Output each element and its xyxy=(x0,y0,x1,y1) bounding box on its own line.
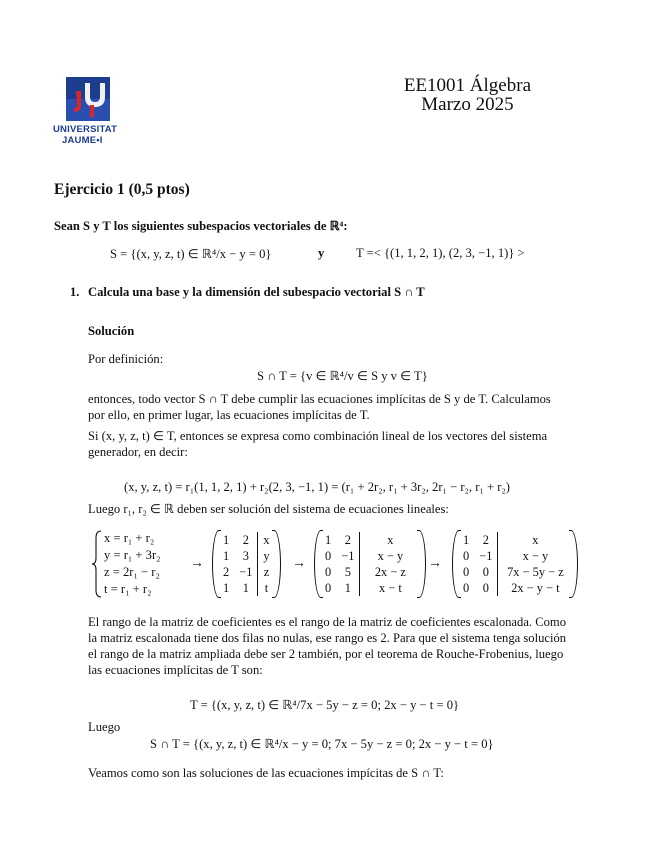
solution-p2 xyxy=(88,391,598,423)
question-number: 1. xyxy=(70,285,80,299)
arrow-1: → xyxy=(190,556,204,571)
matrix-row: 1 2 x xyxy=(320,532,420,548)
arrow-3: → xyxy=(428,556,442,571)
course-title: EE1001 Álgebra xyxy=(403,75,531,96)
solution-p5-line3: el rango de la matriz ampliada debe ser 2 también, por el teorema de Rouche-Frobenius, luego xyxy=(88,647,564,661)
question-text: Calcula una base y la dimensión del subespacio vectorial S ∩ T xyxy=(88,285,425,299)
solution-p3-line1: Si (x, y, z, t) ∈ T, entonces se expresa como combinación lineal de los vectores del sistema xyxy=(88,429,548,443)
solution-p4: Luego r₁, r₂ ∈ ℝ deben ser solución del sistema de ecuaciones lineales: xyxy=(88,502,449,516)
arrow-2: → xyxy=(292,556,306,571)
document-title xyxy=(404,76,531,114)
solution-p2-line1: entonces, todo vector S ∩ T debe cumplir las ecuaciones implícitas de S y de T. Calculamos xyxy=(88,392,551,406)
and-word: y xyxy=(318,246,325,260)
equation-T-implicit: T = {(x, y, z, t) ∈ ℝ⁴/7x − 5y − z = 0; 2x − y − t = 0} xyxy=(190,698,460,712)
solution-heading: Solución xyxy=(88,324,135,338)
matrix-row: 0 5 2x − z xyxy=(320,564,420,580)
system-eq-1: x = r₁ + r₂ xyxy=(104,531,155,545)
system-eq-3: z = 2r₁ − r₂ xyxy=(104,565,160,579)
equation-intersection-implicit: S ∩ T = {(x, y, z, t) ∈ ℝ⁴/x − y = 0; 7x − 5y − z = 0; 2x − y − t = 0} xyxy=(150,737,494,751)
logo-line-1: UNIVERSITAT xyxy=(53,124,118,135)
set-S-definition: S = {(x, y, z, t) ∈ ℝ⁴/x − y = 0} xyxy=(110,247,272,261)
matrix-row: 0 −1 x − y xyxy=(320,548,420,564)
augmented-matrix-2 xyxy=(320,532,420,596)
university-logo xyxy=(66,77,110,121)
system-eq-2: y = r₁ + 3r₂ xyxy=(104,548,161,562)
university-name xyxy=(53,124,133,146)
matrix-row: 1 2 x xyxy=(458,532,572,548)
exam-date: Marzo 2025 xyxy=(421,94,514,115)
solution-p2-line2: por ello, en primer lugar, las ecuaciones implícitas de T. xyxy=(88,408,370,422)
logo-line-2: JAUME•I xyxy=(62,135,103,146)
matrix-row: 0 0 7x − 5y − z xyxy=(458,564,572,580)
matrix-row: 1 2 x xyxy=(218,532,275,548)
solution-p7: Veamos como son las soluciones de las ecuaciones impícitas de S ∩ T: xyxy=(88,766,444,780)
exercise-statement: Sean S y T los siguientes subespacios vectoriales de ℝ⁴: xyxy=(54,219,348,233)
solution-p6: Luego xyxy=(88,720,121,734)
matrix-row: 1 1 t xyxy=(218,580,275,596)
solution-p5-line1: El rango de la matriz de coeficientes es el rango de la matriz de coeficientes escalonada. Como xyxy=(88,615,566,629)
solution-p5 xyxy=(88,614,603,678)
equation-system xyxy=(92,530,182,598)
system-eq-4: t = r₁ + r₂ xyxy=(104,582,152,596)
exercise-title: Ejercicio 1 (0,5 ptos) xyxy=(54,181,190,198)
logo-emblem-icon xyxy=(66,77,110,121)
augmented-matrix-3 xyxy=(458,532,572,596)
matrix-row: 0 0 2x − y − t xyxy=(458,580,572,596)
matrix-row: 2 −1 z xyxy=(218,564,275,580)
matrix-row: 0 1 x − t xyxy=(320,580,420,596)
set-T-definition: T =< {(1, 1, 2, 1), (2, 3, −1, 1)} > xyxy=(356,246,525,260)
solution-p3-line2: generador, en decir: xyxy=(88,445,188,459)
solution-p3 xyxy=(88,428,598,460)
solution-p5-line2: la matriz escalonada tiene dos filas no nulas, ese rango es 2. Para que el sistema tenga solución xyxy=(88,631,567,645)
equation-linear-combination: (x, y, z, t) = r₁(1, 1, 2, 1) + r₂(2, 3, −1, 1) = (r₁ + 2r₂, r₁ + 3r₂, 2r₁ − r₂, r₁ + r₂) xyxy=(124,480,510,494)
left-brace-icon xyxy=(92,530,102,598)
matrix-row: 0 −1 x − y xyxy=(458,548,572,564)
solution-p5-line4: las ecuaciones implícitas de T son: xyxy=(88,663,263,677)
matrix-row: 1 3 y xyxy=(218,548,275,564)
equation-intersection-def: S ∩ T = {v ∈ ℝ⁴/v ∈ S y v ∈ T} xyxy=(257,369,428,383)
augmented-matrix-1 xyxy=(218,532,275,596)
solution-p1: Por definición: xyxy=(88,352,164,366)
